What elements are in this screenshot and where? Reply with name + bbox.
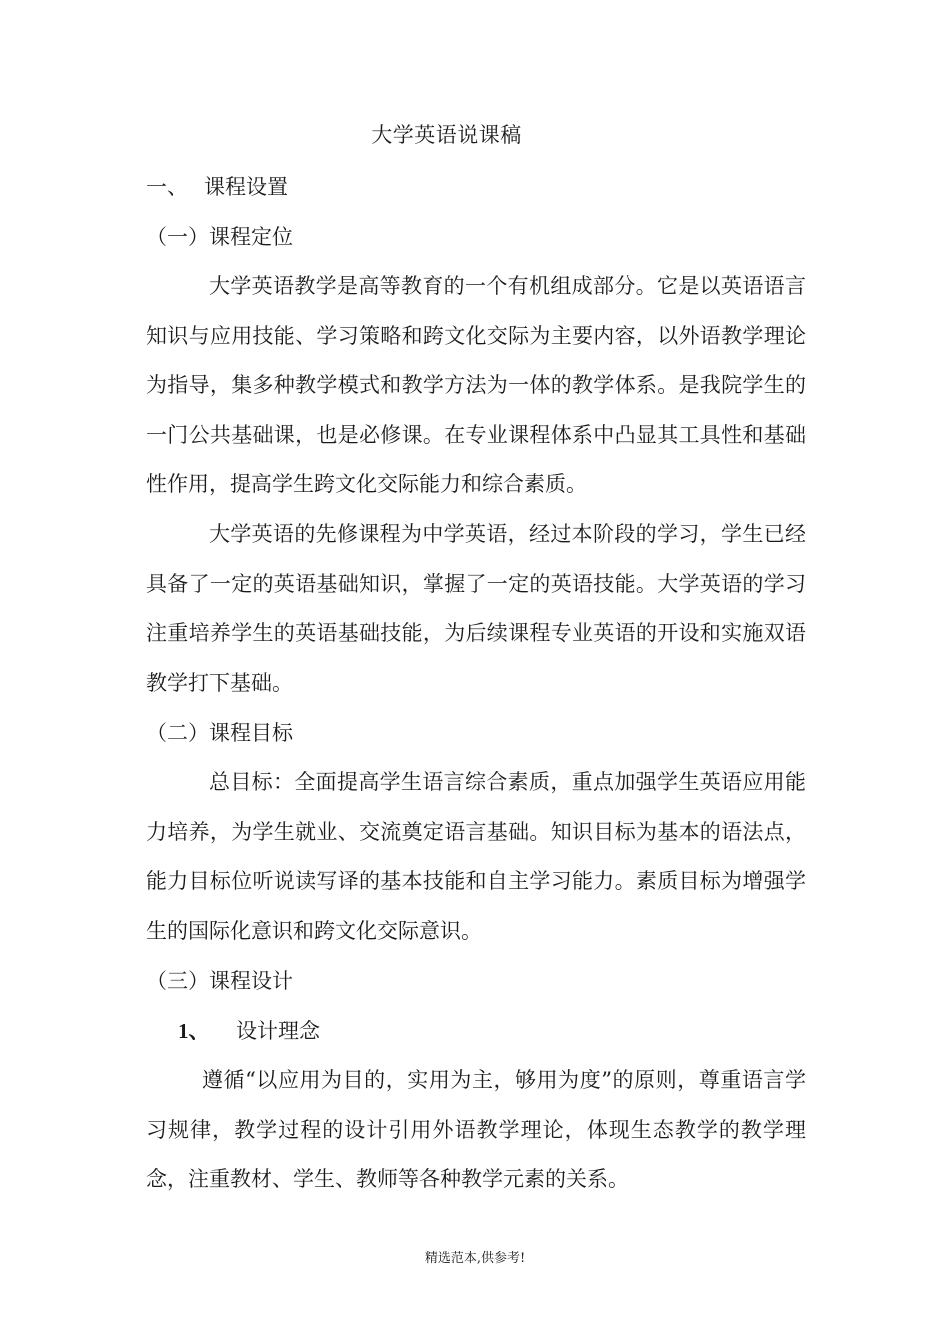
item-heading-design-concept xyxy=(178,1016,320,1046)
section-label: 课程设置 xyxy=(204,175,288,199)
subheading-course-goals: （二）课程目标 xyxy=(146,721,293,745)
document-title: 大学英语说课稿 xyxy=(371,123,522,147)
item-number: 1、 xyxy=(178,1019,210,1043)
item-label: 设计理念 xyxy=(236,1019,320,1043)
paragraph-positioning-1: 大学英语教学是高等教育的一个有机组成部分。它是以英语语言知识与应用技能、学习策略和跨文化交际为主要内容，以外语教学理论为指导，集多种教学模式和教学方法为一体的教学体系。是我院学生的一门公共基础课，也是必修课。在专业课程体系中凸显其工具性和基础性作用，提高学生跨文化交际能力和综合素质。 xyxy=(146,274,806,496)
section-heading-course-setup xyxy=(146,172,288,202)
paragraph-goals: 总目标：全面提高学生语言综合素质，重点加强学生英语应用能力培养，为学生就业、交流奠定语言基础。知识目标为基本的语法点，能力目标位听说读写译的基本技能和自主学习能力。素质目标为增强学生的国际化意识和跨文化交际意识。 xyxy=(146,770,806,943)
paragraph-design-concept: 遵循“以应用为目的，实用为主，够用为度”的原则，尊重语言学习规律，教学过程的设计引用外语教学理论，体现生态教学的教学理念，注重教材、学生、教师等各种教学元素的关系。 xyxy=(146,1068,806,1191)
paragraph-positioning-2: 大学英语的先修课程为中学英语，经过本阶段的学习，学生已经具备了一定的英语基础知识，掌握了一定的英语技能。大学英语的学习注重培养学生的英语基础技能，为后续课程专业英语的开设和实施双语教学打下基础。 xyxy=(146,522,806,695)
subheading-course-positioning: （一）课程定位 xyxy=(146,225,293,249)
subheading-course-design: （三）课程设计 xyxy=(146,969,293,993)
page-footer: 精选范本,供参考! xyxy=(424,1251,526,1266)
section-number: 一、 xyxy=(146,175,188,199)
